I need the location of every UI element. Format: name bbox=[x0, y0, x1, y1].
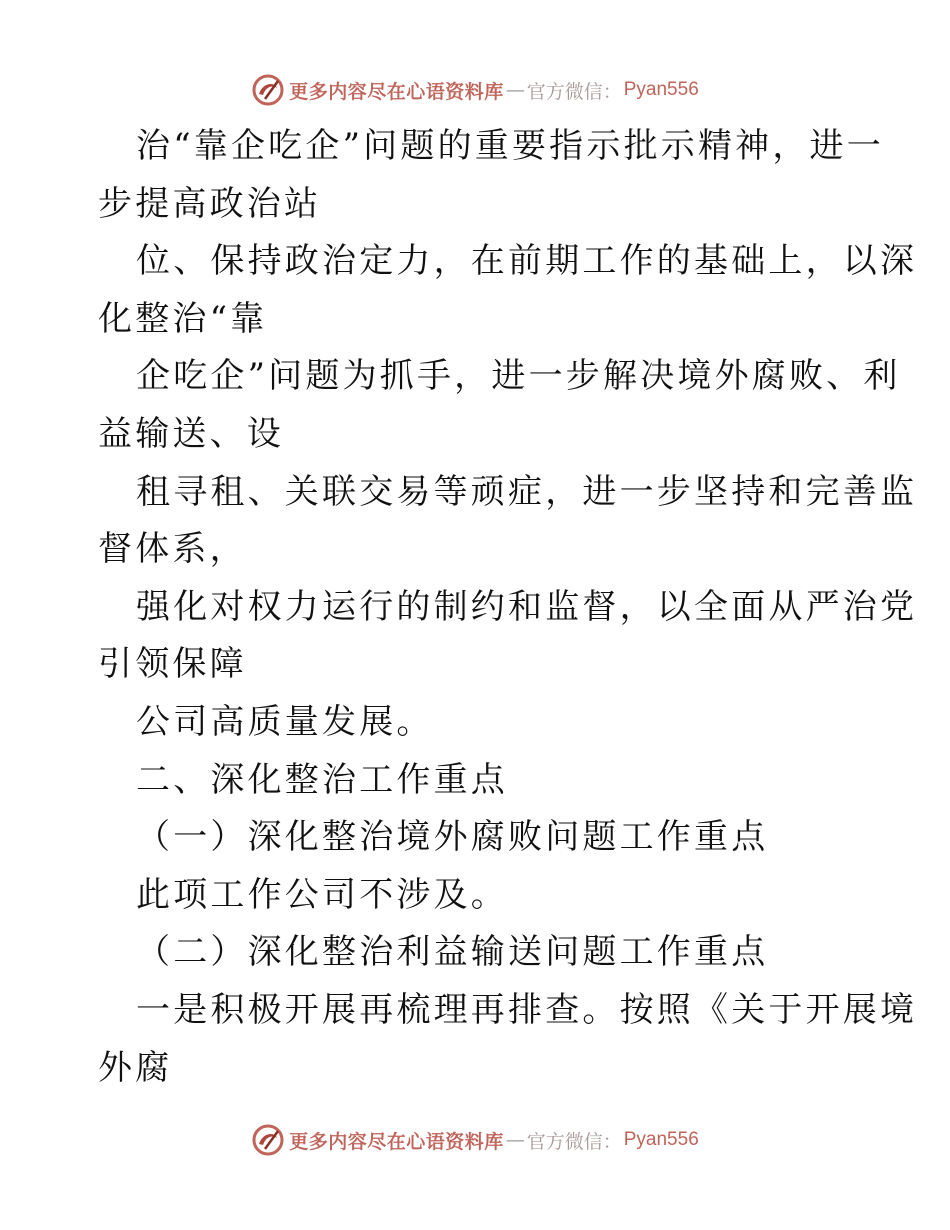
wechat-account: Pyan556 bbox=[623, 79, 699, 100]
wechat-label: 官方微信： bbox=[526, 80, 622, 103]
banner-dash: — bbox=[505, 79, 525, 101]
text-line-16: 一是积极开展再梳理再排查。按照《关于开展境 bbox=[136, 989, 918, 1030]
header-watermark-banner bbox=[0, 70, 950, 110]
text-line-2: 步提高政治站 bbox=[98, 183, 322, 224]
red-swirl-logo-icon bbox=[251, 73, 285, 107]
text-line-9: 强化对权力运行的制约和监督，以全面从严治党 bbox=[136, 586, 918, 627]
text-line-1: 治“靠企吃企”问题的重要指示批示精神，进一 bbox=[136, 126, 884, 166]
text-line-10: 引领保障 bbox=[98, 644, 247, 685]
banner-text: 更多内容尽在心语资料库 bbox=[289, 80, 504, 103]
text-line-5: 企吃企”问题为抓手，进一步解决境外腐败、利 bbox=[136, 356, 901, 397]
section-heading: 二、深化整治工作重点 bbox=[136, 759, 508, 800]
text-line-17: 外腐 bbox=[98, 1047, 173, 1088]
banner-dash: — bbox=[505, 1129, 525, 1151]
text-line-6: 益输送、设 bbox=[98, 413, 284, 454]
footer-watermark-banner bbox=[0, 1120, 950, 1160]
text-line-4: 化整治“靠 bbox=[98, 298, 268, 339]
text-line-3: 位、保持政治定力，在前期工作的基础上，以深 bbox=[136, 241, 918, 282]
red-swirl-logo-icon bbox=[251, 1123, 285, 1157]
text-line-11: 公司高质量发展。 bbox=[136, 701, 434, 742]
wechat-account: Pyan556 bbox=[623, 1129, 699, 1150]
wechat-label: 官方微信： bbox=[526, 1130, 622, 1153]
banner-text: 更多内容尽在心语资料库 bbox=[289, 1130, 504, 1153]
text-line-14: 此项工作公司不涉及。 bbox=[136, 874, 508, 915]
text-line-7: 租寻租、关联交易等顽症，进一步坚持和完善监 bbox=[136, 471, 918, 512]
document-body bbox=[98, 118, 918, 1097]
subsection-heading-1: （一）深化整治境外腐败问题工作重点 bbox=[136, 817, 769, 858]
text-line-8: 督体系， bbox=[98, 529, 247, 570]
subsection-heading-2: （二）深化整治利益输送问题工作重点 bbox=[136, 932, 769, 973]
